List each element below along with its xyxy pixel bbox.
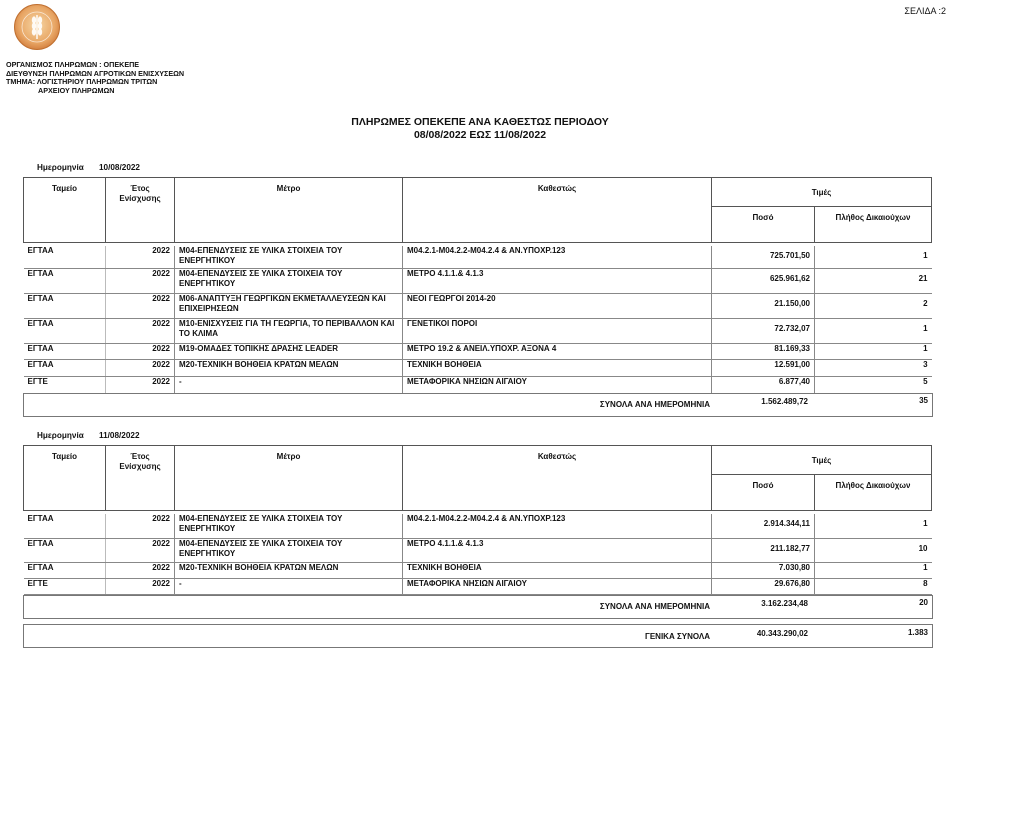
date-totals-box bbox=[23, 595, 933, 619]
grand-totals-label: ΓΕΝΙΚΑ ΣΥΝΟΛΑ bbox=[645, 632, 710, 641]
cell-kathestos: ΤΕΧΝΙΚΗ ΒΟΗΘΕΙΑ bbox=[403, 360, 712, 377]
table-row bbox=[24, 319, 932, 344]
cell-kathestos: ΤΕΧΝΙΚΗ ΒΟΗΘΕΙΑ bbox=[403, 563, 712, 579]
cell-metro: - bbox=[175, 579, 403, 595]
cell-plithos: 5 bbox=[815, 377, 932, 394]
cell-tameio: ΕΓΤΑΑ bbox=[24, 294, 106, 319]
cell-poso: 211.182,77 bbox=[712, 539, 815, 563]
cell-tameio: ΕΓΤΑΑ bbox=[24, 344, 106, 360]
table-row bbox=[24, 344, 932, 360]
cell-metro: Μ10-ΕΝΙΣΧΥΣΕΙΣ ΓΙΑ ΤΗ ΓΕΩΡΓΙΑ, ΤΟ ΠΕΡΙΒΑΛΛΟΝ ΚΑΙ ΤΟ ΚΛΙΜΑ bbox=[175, 319, 403, 344]
col-header-etos: Έτος Ενίσχυσης bbox=[106, 446, 175, 511]
cell-etos: 2022 bbox=[106, 514, 175, 539]
date-totals-count: 20 bbox=[919, 598, 928, 607]
grand-totals-box bbox=[23, 624, 933, 648]
table-row bbox=[24, 294, 932, 319]
col-header-tameio: Ταμείο bbox=[24, 446, 106, 511]
section-date: 11/08/2022 bbox=[99, 431, 140, 440]
cell-plithos: 10 bbox=[815, 539, 932, 563]
cell-metro: Μ19-ΟΜΑΔΕΣ ΤΟΠΙΚΗΣ ΔΡΑΣΗΣ LEADER bbox=[175, 344, 403, 360]
cell-plithos: 1 bbox=[815, 246, 932, 269]
table-row bbox=[24, 377, 932, 394]
cell-etos: 2022 bbox=[106, 344, 175, 360]
col-header-metro: Μέτρο bbox=[175, 178, 403, 243]
org-line: ΔΙΕΥΘΥΝΣΗ ΠΛΗΡΩΜΩΝ ΑΓΡΟΤΙΚΩΝ ΕΝΙΣΧΥΣΕΩΝ bbox=[6, 68, 185, 78]
cell-metro: Μ04-ΕΠΕΝΔΥΣΕΙΣ ΣΕ ΥΛΙΚΑ ΣΤΟΙΧΕΙΑ ΤΟΥ ΕΝΕΡΓΗΤΙΚΟΥ bbox=[175, 539, 403, 563]
cell-tameio: ΕΓΤΑΑ bbox=[24, 514, 106, 539]
cell-etos: 2022 bbox=[106, 563, 175, 579]
cell-kathestos: ΓΕΝΕΤΙΚΟΙ ΠΟΡΟΙ bbox=[403, 319, 712, 344]
date-totals-label: ΣΥΝΟΛΑ ΑΝΑ ΗΜΕΡΟΜΗΝΙΑ bbox=[599, 400, 710, 409]
cell-etos: 2022 bbox=[106, 579, 175, 595]
report-title: ΠΛΗΡΩΜΕΣ ΟΠΕΚΕΠΕ ΑΝΑ ΚΑΘΕΣΤΩΣ ΠΕΡΙΟΔΟΥ bbox=[351, 116, 609, 128]
cell-plithos: 1 bbox=[815, 514, 932, 539]
col-header-etos: Έτος Ενίσχυσης bbox=[106, 178, 175, 243]
cell-metro: - bbox=[175, 377, 403, 394]
col-header-kathestos: Καθεστώς bbox=[403, 446, 712, 511]
cell-kathestos: ΜΕΤΡΟ 4.1.1.& 4.1.3 bbox=[403, 269, 712, 294]
section-date-line bbox=[37, 431, 140, 440]
cell-plithos: 1 bbox=[815, 319, 932, 344]
cell-etos: 2022 bbox=[106, 294, 175, 319]
cell-metro: Μ20-ΤΕΧΝΙΚΗ ΒΟΗΘΕΙΑ ΚΡΑΤΩΝ ΜΕΛΩΝ bbox=[175, 563, 403, 579]
cell-etos: 2022 bbox=[106, 319, 175, 344]
cell-tameio: ΕΓΤΑΑ bbox=[24, 269, 106, 294]
table-row bbox=[24, 360, 932, 377]
col-header-plithos: Πλήθος Δικαιούχων bbox=[815, 207, 932, 243]
cell-metro: Μ06-ΑΝΑΠΤΥΞΗ ΓΕΩΡΓΙΚΩΝ ΕΚΜΕΤΑΛΛΕΥΣΕΩΝ ΚΑΙ ΕΠΙΧΕΙΡΗΣΕΩΝ bbox=[175, 294, 403, 319]
cell-poso: 72.732,07 bbox=[712, 319, 815, 344]
cell-kathestos: ΝΕΟΙ ΓΕΩΡΓΟΙ 2014-20 bbox=[403, 294, 712, 319]
cell-metro: Μ04-ΕΠΕΝΔΥΣΕΙΣ ΣΕ ΥΛΙΚΑ ΣΤΟΙΧΕΙΑ ΤΟΥ ΕΝΕΡΓΗΤΙΚΟΥ bbox=[175, 246, 403, 269]
date-totals-amount: 1.562.489,72 bbox=[761, 397, 808, 406]
cell-poso: 6.877,40 bbox=[712, 377, 815, 394]
cell-tameio: ΕΓΤΑΑ bbox=[24, 360, 106, 377]
col-header-tameio: Ταμείο bbox=[24, 178, 106, 243]
cell-tameio: ΕΓΤΑΑ bbox=[24, 319, 106, 344]
cell-tameio: ΕΓΤΕ bbox=[24, 579, 106, 595]
cell-kathestos: ΜΕΤΡΟ 4.1.1.& 4.1.3 bbox=[403, 539, 712, 563]
cell-kathestos: Μ04.2.1-Μ04.2.2-Μ04.2.4 & ΑΝ.ΥΠΟΧΡ.123 bbox=[403, 514, 712, 539]
cell-poso: 29.676,80 bbox=[712, 579, 815, 595]
grand-totals-count: 1.383 bbox=[907, 628, 928, 637]
cell-poso: 2.914.344,11 bbox=[712, 514, 815, 539]
cell-tameio: ΕΓΤΑΑ bbox=[24, 563, 106, 579]
organization-block bbox=[6, 61, 184, 95]
date-totals-label: ΣΥΝΟΛΑ ΑΝΑ ΗΜΕΡΟΜΗΝΙΑ bbox=[599, 602, 710, 611]
report-subtitle: 08/08/2022 ΕΩΣ 11/08/2022 bbox=[413, 129, 547, 141]
date-totals-amount: 3.162.234,48 bbox=[761, 599, 808, 608]
cell-plithos: 2 bbox=[815, 294, 932, 319]
cell-kathestos: Μ04.2.1-Μ04.2.2-Μ04.2.4 & ΑΝ.ΥΠΟΧΡ.123 bbox=[403, 246, 712, 269]
cell-poso: 725.701,50 bbox=[712, 246, 815, 269]
cell-etos: 2022 bbox=[106, 539, 175, 563]
cell-plithos: 1 bbox=[815, 344, 932, 360]
cell-metro: Μ20-ΤΕΧΝΙΚΗ ΒΟΗΘΕΙΑ ΚΡΑΤΩΝ ΜΕΛΩΝ bbox=[175, 360, 403, 377]
col-header-kathestos: Καθεστώς bbox=[403, 178, 712, 243]
org-line: ΑΡΧΕΙΟΥ ΠΛΗΡΩΜΩΝ bbox=[38, 85, 115, 95]
cell-kathestos: ΜΕΤΑΦΟΡΙΚΑ ΝΗΣΙΩΝ ΑΙΓΑΙΟΥ bbox=[403, 377, 712, 394]
section-date-line bbox=[37, 163, 140, 172]
cell-etos: 2022 bbox=[106, 360, 175, 377]
col-header-poso: Ποσό bbox=[712, 207, 815, 243]
cell-poso: 81.169,33 bbox=[712, 344, 815, 360]
cell-plithos: 21 bbox=[815, 269, 932, 294]
cell-poso: 21.150,00 bbox=[712, 294, 815, 319]
col-header-times: Τιμές bbox=[712, 446, 932, 475]
cell-tameio: ΕΓΤΑΑ bbox=[24, 539, 106, 563]
cell-etos: 2022 bbox=[106, 377, 175, 394]
table-row bbox=[24, 563, 932, 579]
org-line: ΟΡΓΑΝΙΣΜΟΣ ΠΛΗΡΩΜΩΝ : ΟΠΕΚΕΠΕ bbox=[6, 60, 140, 69]
col-header-plithos: Πλήθος Δικαιούχων bbox=[815, 475, 932, 511]
col-header-metro: Μέτρο bbox=[175, 446, 403, 511]
cell-plithos: 8 bbox=[815, 579, 932, 595]
col-header-times: Τιμές bbox=[712, 178, 932, 207]
cell-plithos: 1 bbox=[815, 563, 932, 579]
cell-poso: 12.591,00 bbox=[712, 360, 815, 377]
date-label: Ημερομηνία bbox=[37, 431, 84, 440]
table-row bbox=[24, 246, 932, 269]
cell-etos: 2022 bbox=[106, 269, 175, 294]
date-label: Ημερομηνία bbox=[37, 163, 84, 172]
cell-plithos: 3 bbox=[815, 360, 932, 377]
section-date: 10/08/2022 bbox=[99, 163, 140, 172]
cell-kathestos: ΜΕΤΑΦΟΡΙΚΑ ΝΗΣΙΩΝ ΑΙΓΑΙΟΥ bbox=[403, 579, 712, 595]
page-number: ΣΕΛΙΔΑ :2 bbox=[904, 6, 946, 16]
cell-poso: 7.030,80 bbox=[712, 563, 815, 579]
cell-metro: Μ04-ΕΠΕΝΔΥΣΕΙΣ ΣΕ ΥΛΙΚΑ ΣΤΟΙΧΕΙΑ ΤΟΥ ΕΝΕΡΓΗΤΙΚΟΥ bbox=[175, 269, 403, 294]
org-line: ΤΜΗΜΑ: ΛΟΓΙΣΤΗΡΙΟΥ ΠΛΗΡΩΜΩΝ ΤΡΙΤΩΝ bbox=[6, 77, 158, 87]
table-row bbox=[24, 514, 932, 539]
payments-table bbox=[23, 445, 932, 595]
table-row bbox=[24, 269, 932, 294]
table-row bbox=[24, 579, 932, 595]
table-row bbox=[24, 539, 932, 563]
payments-table bbox=[23, 177, 932, 394]
cell-metro: Μ04-ΕΠΕΝΔΥΣΕΙΣ ΣΕ ΥΛΙΚΑ ΣΤΟΙΧΕΙΑ ΤΟΥ ΕΝΕΡΓΗΤΙΚΟΥ bbox=[175, 514, 403, 539]
cell-etos: 2022 bbox=[106, 246, 175, 269]
opekepe-logo bbox=[14, 4, 60, 50]
grand-totals-amount: 40.343.290,02 bbox=[756, 629, 808, 638]
cell-tameio: ΕΓΤΑΑ bbox=[24, 246, 106, 269]
date-totals-box bbox=[23, 393, 933, 417]
date-totals-count: 35 bbox=[919, 396, 928, 405]
col-header-poso: Ποσό bbox=[712, 475, 815, 511]
cell-poso: 625.961,62 bbox=[712, 269, 815, 294]
cell-tameio: ΕΓΤΕ bbox=[24, 377, 106, 394]
cell-kathestos: ΜΕΤΡΟ 19.2 & ΑΝΕΙΛ.ΥΠΟΧΡ. ΑΞΟΝΑ 4 bbox=[403, 344, 712, 360]
wheat-icon bbox=[15, 5, 59, 49]
